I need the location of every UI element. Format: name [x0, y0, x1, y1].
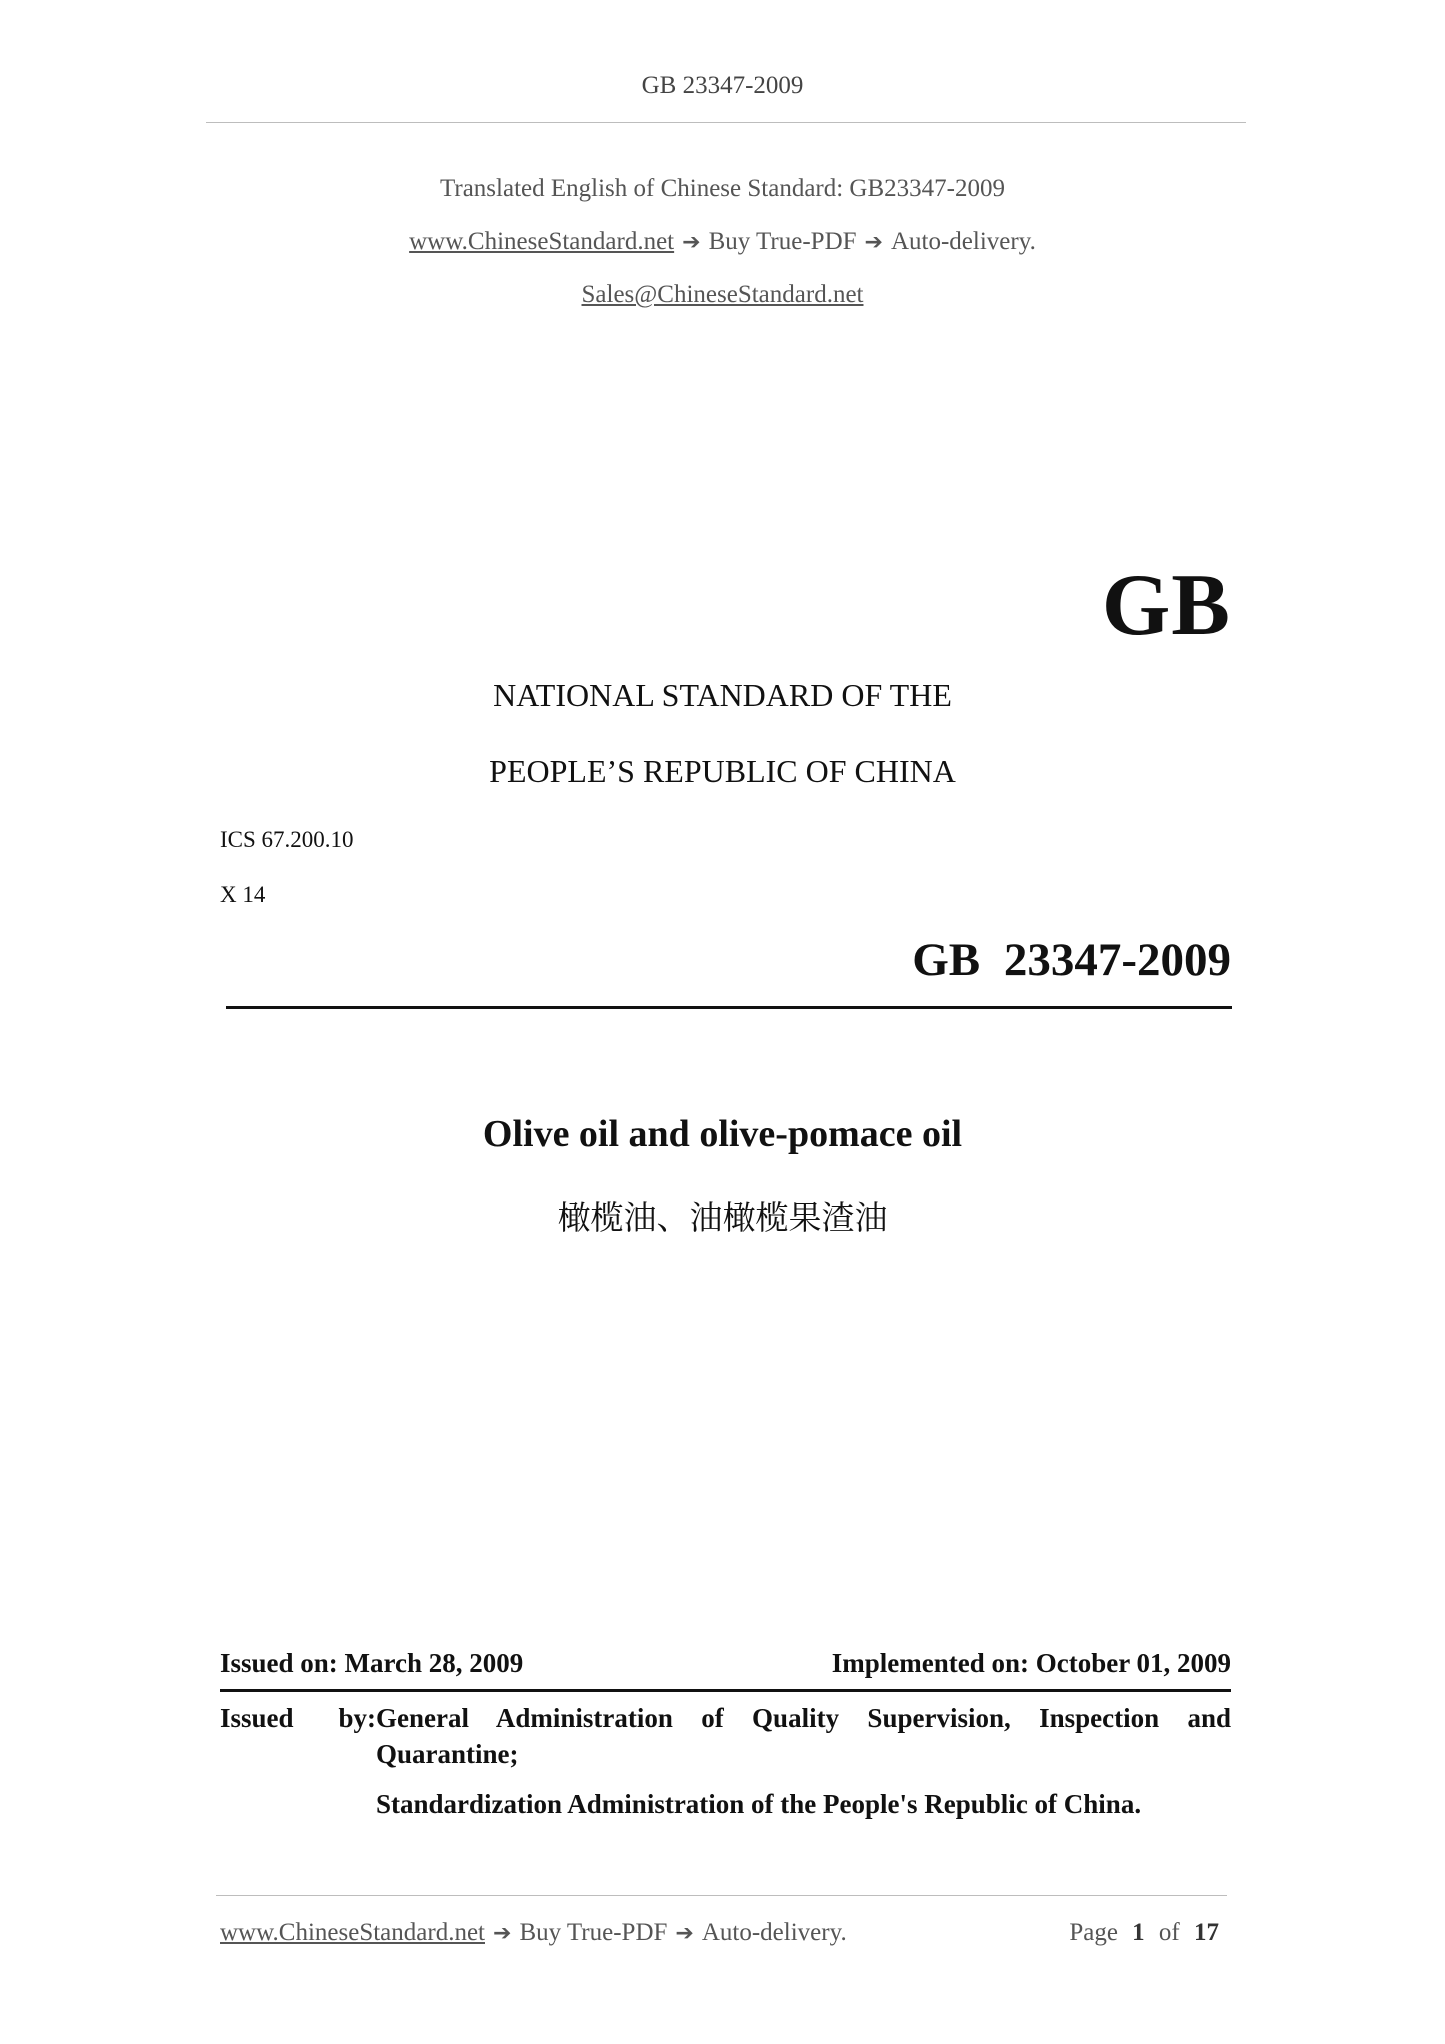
footer-links: [220, 1919, 847, 1947]
issued-on-date: Issued on: March 28, 2009: [220, 1648, 524, 1678]
arrow-right-icon: ➔: [675, 1921, 694, 1946]
standard-number-rule: [226, 1006, 1232, 1009]
sales-email-link[interactable]: Sales@ChineseStandard.net: [581, 281, 864, 308]
promo-title: Translated English of Chinese Standard: GB23347-2009: [439, 175, 1005, 202]
document-title-zh: 橄榄油、油橄榄果渣油: [557, 1198, 888, 1237]
footer-site-link[interactable]: www.ChineseStandard.net: [220, 1919, 485, 1946]
issuer-row: [220, 1700, 1231, 1772]
page-current: 1: [1132, 1919, 1145, 1946]
classification-code: X 14: [220, 882, 266, 907]
implemented-on-date: Implemented on: October 01, 2009: [831, 1648, 1231, 1678]
of-word: of: [1158, 1919, 1180, 1946]
promo-links: [0, 228, 1445, 256]
footer-divider: [216, 1895, 1227, 1896]
page-total: 17: [1194, 1919, 1219, 1946]
promo-email: [0, 281, 1445, 309]
page-indicator: [1065, 1919, 1223, 1947]
issuer-primary: General Administration of Quality Supervision, Inspection and Quarantine;: [376, 1703, 1231, 1769]
standard-number: GB 23347-2009: [912, 934, 1231, 986]
arrow-right-icon: ➔: [682, 230, 701, 255]
header-divider: [206, 122, 1246, 123]
arrow-right-icon: ➔: [493, 1921, 512, 1946]
national-standard-line2: PEOPLE’S REPUBLIC OF CHINA: [489, 753, 956, 789]
arrow-right-icon: ➔: [864, 230, 883, 255]
page-word: Page: [1069, 1919, 1118, 1946]
buy-pdf-text: Buy True-PDF: [708, 228, 857, 255]
auto-delivery-text: Auto-delivery.: [890, 228, 1036, 255]
national-standard-line1: NATIONAL STANDARD OF THE: [493, 677, 952, 713]
issuer-secondary: Standardization Administration of the People's Republic of China.: [376, 1789, 1142, 1819]
footer-buy-text: Buy True-PDF: [519, 1919, 668, 1946]
issued-by-label: Issued by:: [220, 1703, 376, 1733]
document-title-en: Olive oil and olive-pomace oil: [482, 1113, 963, 1155]
issuer-block: [220, 1700, 1231, 1822]
ics-code: ICS 67.200.10: [220, 827, 354, 852]
gb-logo: GB: [1101, 557, 1231, 654]
dates-rule: [220, 1689, 1231, 1692]
running-header: GB 23347-2009: [641, 72, 804, 99]
site-link[interactable]: www.ChineseStandard.net: [409, 228, 675, 255]
footer-delivery-text: Auto-delivery.: [701, 1919, 847, 1946]
